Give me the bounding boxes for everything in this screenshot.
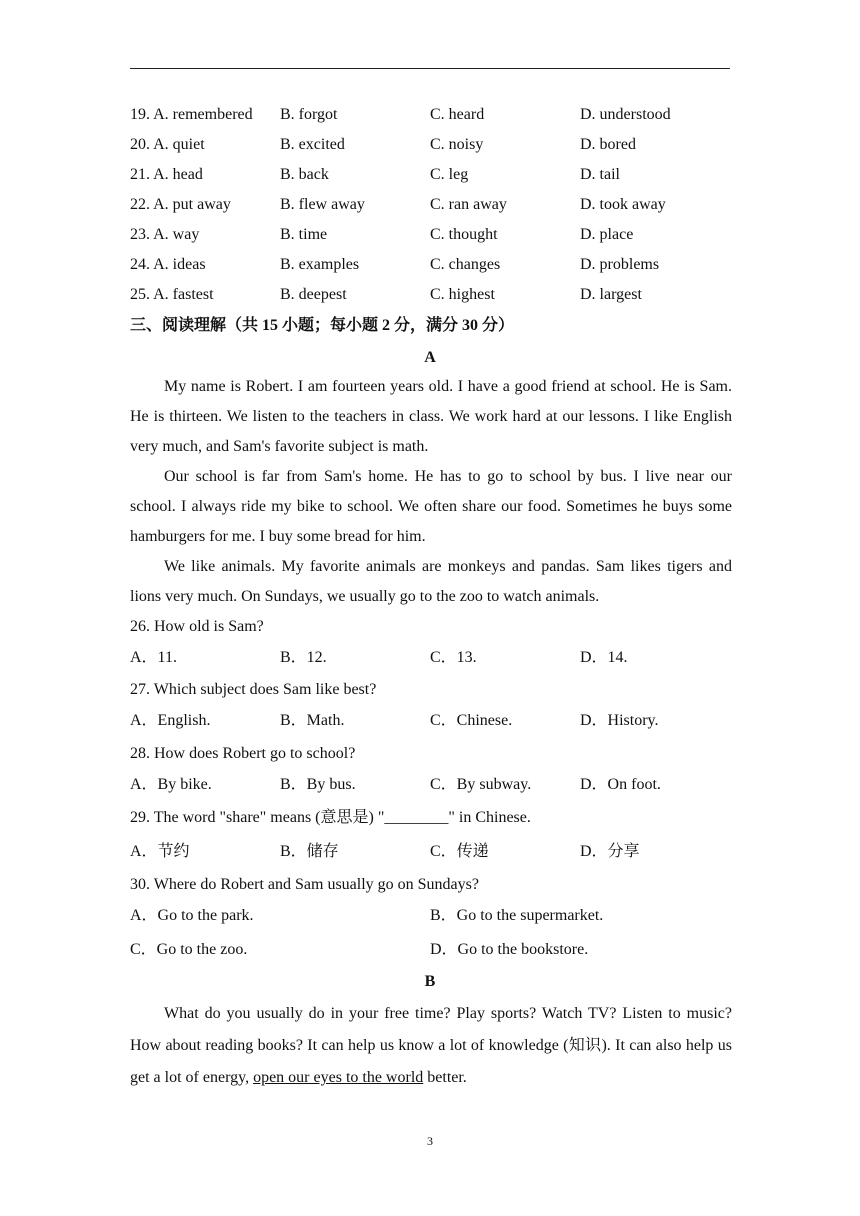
option-a: 22. A. put away xyxy=(130,196,231,213)
option-b: B．Go to the supermarket. xyxy=(430,907,604,924)
cloze-option-row xyxy=(130,225,730,245)
question-options xyxy=(130,775,730,795)
option-d: D. took away xyxy=(580,196,666,213)
option-b: B. examples xyxy=(280,256,360,273)
option-b: B. time xyxy=(280,226,328,243)
option-b: B. flew away xyxy=(280,196,365,213)
option-d: D. place xyxy=(580,226,634,243)
option-d: D．分享 xyxy=(580,843,640,860)
option-c: C. ran away xyxy=(430,196,507,213)
option-a: A．11. xyxy=(130,649,177,666)
question-options xyxy=(130,648,730,668)
option-d: D．History. xyxy=(580,712,659,729)
question-options xyxy=(130,842,730,862)
option-b: B. back xyxy=(280,166,329,183)
question-stem: 27. Which subject does Sam like best? xyxy=(130,681,377,698)
option-c: C. changes xyxy=(430,256,501,273)
option-c: C. heard xyxy=(430,106,485,123)
option-d: D. tail xyxy=(580,166,620,183)
option-d: D．14. xyxy=(580,649,628,666)
option-b: B. deepest xyxy=(280,286,347,303)
underlined-phrase: open our eyes to the world xyxy=(253,1069,424,1086)
option-d: D. bored xyxy=(580,136,636,153)
option-a: 19. A. remembered xyxy=(130,106,253,123)
option-a: A．Go to the park. xyxy=(130,907,254,924)
passage-a-paragraph: We like animals. My favorite animals are monkeys and pandas. Sam likes tigers and lions very much. On Sundays, we usually go to the zoo to watch animals. xyxy=(130,558,732,605)
question-stem: 30. Where do Robert and Sam usually go on Sundays? xyxy=(130,876,479,893)
passage-a-paragraph: My name is Robert. I am fourteen years old. I have a good friend at school. He is Sam. He is thirteen. We listen to the teachers in class. We work hard at our lessons. I like English very much, and Sam's favorite subject is math. xyxy=(130,378,732,455)
passage-b-paragraph xyxy=(130,998,732,1094)
option-a: 24. A. ideas xyxy=(130,256,206,273)
option-d: D. understood xyxy=(580,106,671,123)
passage-b-text: What do you usually do in your free time? Play sports? Watch TV? Listen to music? How about reading books? It can help us know a lot of knowledge (知识). It can also help us get a lot of energy, xyxy=(130,1005,732,1086)
option-b: B. excited xyxy=(280,136,345,153)
option-d: D．On foot. xyxy=(580,776,661,793)
passage-a-paragraph: Our school is far from Sam's home. He has to go to school by bus. I live near our school. I always ride my bike to school. We often share our food. Sometimes he buys some hamburgers for me. I buy some bread for him. xyxy=(130,468,732,545)
option-d: D．Go to the bookstore. xyxy=(430,941,589,958)
cloze-option-row xyxy=(130,165,730,185)
section-heading: 三、阅读理解（共 15 小题；每小题 2 分，满分 30 分） xyxy=(130,317,515,334)
question-options xyxy=(130,940,730,960)
option-a: A．English. xyxy=(130,712,211,729)
question-options xyxy=(130,906,730,926)
option-c: C．By subway. xyxy=(430,776,532,793)
option-c: C．传递 xyxy=(430,843,489,860)
option-c: C. thought xyxy=(430,226,498,243)
header-rule xyxy=(130,68,730,69)
page-number: 3 xyxy=(427,1134,433,1148)
passage-a-label: A xyxy=(424,349,436,366)
question-stem: 26. How old is Sam? xyxy=(130,618,264,635)
option-a: A．By bike. xyxy=(130,776,212,793)
option-c: C. highest xyxy=(430,286,495,303)
option-a: 20. A. quiet xyxy=(130,136,205,153)
option-b: B．12. xyxy=(280,649,327,666)
option-b: B．储存 xyxy=(280,843,339,860)
option-c: C．13. xyxy=(430,649,477,666)
cloze-option-row xyxy=(130,195,730,215)
option-a: 21. A. head xyxy=(130,166,203,183)
question-stem: 29. The word "share" means (意思是) "________" in Chinese. xyxy=(130,809,531,826)
option-c: C．Chinese. xyxy=(430,712,513,729)
option-c: C．Go to the zoo. xyxy=(130,941,248,958)
option-b: B．By bus. xyxy=(280,776,356,793)
question-options xyxy=(130,711,730,731)
option-a: 25. A. fastest xyxy=(130,286,214,303)
cloze-option-row xyxy=(130,105,730,125)
cloze-option-row xyxy=(130,285,730,305)
option-c: C. noisy xyxy=(430,136,484,153)
passage-b-label: B xyxy=(424,973,436,990)
option-a: 23. A. way xyxy=(130,226,200,243)
option-d: D. problems xyxy=(580,256,660,273)
option-b: B．Math. xyxy=(280,712,345,729)
option-a: A．节约 xyxy=(130,843,190,860)
passage-b-text-end: better. xyxy=(423,1069,467,1086)
cloze-option-row xyxy=(130,135,730,155)
option-d: D. largest xyxy=(580,286,642,303)
question-stem: 28. How does Robert go to school? xyxy=(130,745,356,762)
cloze-option-row xyxy=(130,255,730,275)
option-b: B. forgot xyxy=(280,106,338,123)
option-c: C. leg xyxy=(430,166,469,183)
